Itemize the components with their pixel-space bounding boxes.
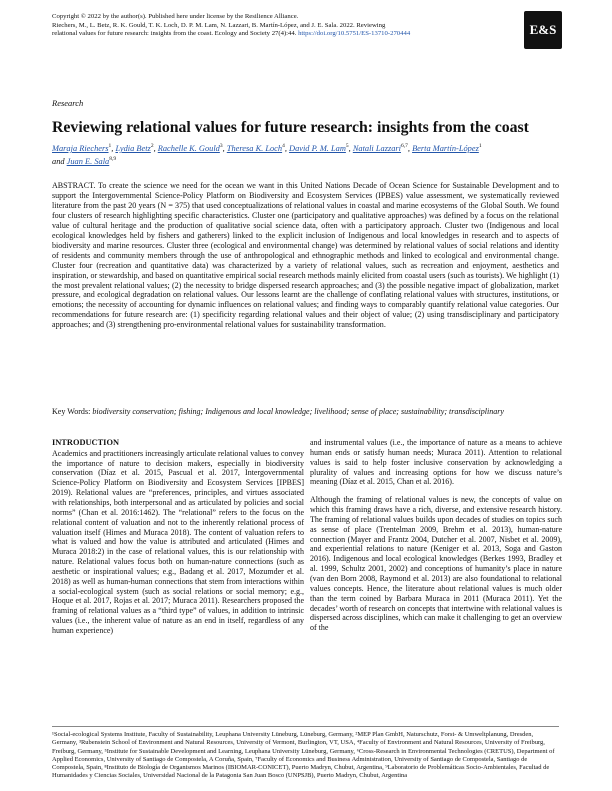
author-link[interactable]: Rachelle K. Gould xyxy=(157,143,220,153)
section-label: Research xyxy=(52,98,84,108)
keywords-label: Key Words: xyxy=(52,407,93,416)
paragraph: Although the framing of relational values is new, the concepts of value on which this framing draws have a rich, diverse, and extensive research history. The framing of relational values builds upon decades of studies on topics such as sense of place (Trentelman 2009, Brehm et al. 2013), human-nature connection (Mayer and Frantz 2004, Dutcher et al. 2007, Nisbet et al. 2009), and experiential relations to nature (Keniger et al. 2013, Soga and Gaston 2016). Indigenous and local ecological knowledges (Berkes 1993, Bradley et al. 1999, Schultz 2001, 2002) and conceptions of humanity’s place in nature (van den Born 2008, Raymond et al. 2013) are also foundational to relational values concepts. Hence, the literature about relational values is much older than the term coined by Barbara Muraca in 2011 (Muraca 2011). Yet the decades’ worth of research on concepts that intertwine with relational values is dispersed across disciplines, which can make it challenging to get an overview of the xyxy=(310,495,562,633)
doi-link[interactable]: https://doi.org/10.5751/ES-13710-270444 xyxy=(298,30,411,38)
paragraph: Academics and practitioners increasingly articulate relational values to convey the importance of nature to decision makers, especially in biodiversity conservation (Díaz et al. 2015, Pascual et al. 2017, Intergovernmental Science-Policy Platform on Biodiversity and Ecosystem Services [IPBES] 2019). Relational values are “preferences, principles, and virtues associated with relationships, both interpersonal and as articulated by policies and social norms” (Chan et al. 2016:1462). The “relational” refers to the focus on the relational content of valuation and not to the inherently relational process of valuation itself (Himes and Muraca 2018). The content of valuation refers to what is valued and how the value is attributed and articulated (Himes and Muraca 2018:2) in the case of relational values, this is our relationship with nature. Relational values focus both on human-nature connections (such as aesthetic or inspirational values; e.g., Badang et al. 2017, Mozumder et al. 2018) as well as human-human connections that stem from interactions within a social-ecological system (such as social relations or social memory; e.g., Hoque et al. 2017, Rojas et al. 2017; Muraca 2011). Researchers proposed the framing of relational values as a “third type” of values, in addition to intrinsic values (i.e., the inherent value of nature as an end in itself, regardless of any human experience) xyxy=(52,448,304,635)
affiliations: ¹Social-ecological Systems Institute, Faculty of Sustainability, Leuphana University Lüneburg, Lüneburg, Germany, ²MEP Plan GmbH, Naturschutz, Forst- & Umweltplanung, Dresden, Germany, ³Rubenstein School of Environment and Natural Resources, University of Vermont, Burlington, VT, USA, ⁴Faculty of Environment and Natural Resources, University of Freiburg, Freiburg, Germany, ⁵Institute for Sustainable Development and Learning, Leuphana University Lüneburg, Germany, ⁶Cross-Research in Environmental Technologies (CRETUS), Department of Applied Economics, University of Santiago de Compostela, A Coruña, Spain, ⁷Faculty of Economics and Business Administration, University of Santiago de Compostela, Santiago de Compostela, Spain, ⁸Instituto de Biología de Organismos Marinos (IBIOMAR-CONICET), Puerto Madryn, Chubut, Argentina, ⁹Laboratorio de Problemáticas Socio-Ambientales, Facultad de Humanidades y Ciencias Sociales, Universidad Nacional de la Patagonia San Juan Bosco (UNPSJB), Puerto Madryn, Chubut, Argentina xyxy=(52,731,555,780)
right-column xyxy=(310,438,562,641)
author-affil-sup: 5 xyxy=(345,143,349,149)
author-link[interactable]: Berta Martín-López xyxy=(412,143,479,153)
author-affil-sup: 8,9 xyxy=(109,156,117,162)
section-heading: INTRODUCTION xyxy=(52,438,120,447)
author-affil-sup: 4 xyxy=(282,143,285,149)
author-affil-sup: 2 xyxy=(150,143,154,149)
journal-logo: E&S xyxy=(524,11,562,49)
abstract: ABSTRACT. To create the science we need for the ocean we want in this United Nations Decade of Ocean Science for Sustainable Development and to support the Intergovernmental Science-Policy Platform on Biodiversity and Ecosystem Services (IPBES) value assessment, we systematically reviewed literature from the past 20 years (N = 375) that used conceptualizations of relational values in coastal and marine ecosystems of the Global South. We found four clusters of research highlighting specific characteristics. Cluster one (participatory and qualitative approaches) was defined by a focus on the relational value of cultural heritage and the production of qualitative social science data, often with a participatory approach. Cluster two (Indigenous and local ecological knowledges held by fishers and gatherers) linked to the explicit inclusion of Indigenous and local knowledges in research and to aspects of biodiversity and marine resources. Cluster three (ecological and environmental change) was determined by relational values of social relations and identity of residents and community members through the use of anthropological and ethnographic methods and linked to ecological and environmental change. Cluster four (recreation and quantitative data) was characterized by a variety of relational values, such as recreation and enjoyment, aesthetics and inspiration, or stewardship, and based on quantitative empirical social research methods mainly elicited from coastal users (such as tourists). We highlight (1) the most prevalent relational values; (2) the necessity to bridge dispersed research approaches; and (3) the possible negative impact of globalization, market pressure, and ecological degradation on relational values. Our lessons learnt are the challenge of conflating relational values with structures, institutions, or emotions; the necessity of accounting for dynamic influences on relational values; and finding ways to comparably quantify relational value categories. Our recommendations for future research are: (1) specificity regarding relational values and their object of value; (2) using transdisciplinary and participatory approaches; and (3) strengthening pro-environmental relational values for sustainability transformation. xyxy=(52,181,559,330)
author-link[interactable]: Lydia Betz xyxy=(115,143,151,153)
author-link[interactable]: Theresa K. Loch xyxy=(226,143,283,153)
left-column xyxy=(52,438,304,644)
paragraph: and instrumental values (i.e., the importance of nature as a means to achieve human ends or satisfy human needs; Muraca 2011). Attention to relational values is said to help foster inclusive conservation by acknowledging a plurality of values and increasing options for how we discuss nature’s meaning (Díaz et al. 2015, Chan et al. 2016). xyxy=(310,438,562,487)
citation-line: Riechers, M., L. Betz, R. K. Gould, T. K. Loch, D. P. M. Lam, N. Lazzari, B. Martín-López, and J. E. Sala. 2022. Reviewing xyxy=(52,21,386,29)
author-link[interactable]: Natali Lazzari xyxy=(352,143,401,153)
footnote-divider xyxy=(52,726,559,727)
author-list: Maraja Riechers$^1$, Lydia Betz$^2$, Rachelle K. Gould$^3$, Theresa K. Loch$^4$, David P. M. Lam$^5$, Natali Lazzari$^{6,7}$, Berta Martín-López$^1$ and Juan E. Sala$^{8,9}$ xyxy=(52,143,482,166)
author-link[interactable]: Maraja Riechers xyxy=(52,143,109,153)
copyright-line: Copyright © 2022 by the author(s). Published here under license by the Resilience Alliance. xyxy=(52,13,299,20)
author-affil-sup: 1 xyxy=(478,143,482,149)
authors-and: and xyxy=(52,156,65,166)
author-affil-sup: 1 xyxy=(108,143,112,149)
keywords xyxy=(52,407,562,417)
author-affil-sup: 3 xyxy=(219,143,223,149)
author-link[interactable]: David P. M. Lam xyxy=(289,143,346,153)
citation-text: relational values for future research: insights from the coast. Ecology and Society 27(4):44. xyxy=(52,30,299,38)
author-affil-sup: 6,7 xyxy=(401,143,408,149)
keywords-list: biodiversity conservation; fishing; Indigenous and local knowledge; livelihood; sense of place; sustainability; transdisciplinary xyxy=(92,407,505,416)
citation-header xyxy=(52,13,522,39)
article-title: Reviewing relational values for future research: insights from the coast xyxy=(52,119,529,136)
author-link[interactable]: Juan E. Sala xyxy=(66,156,110,166)
citation-line-2 xyxy=(52,30,522,39)
